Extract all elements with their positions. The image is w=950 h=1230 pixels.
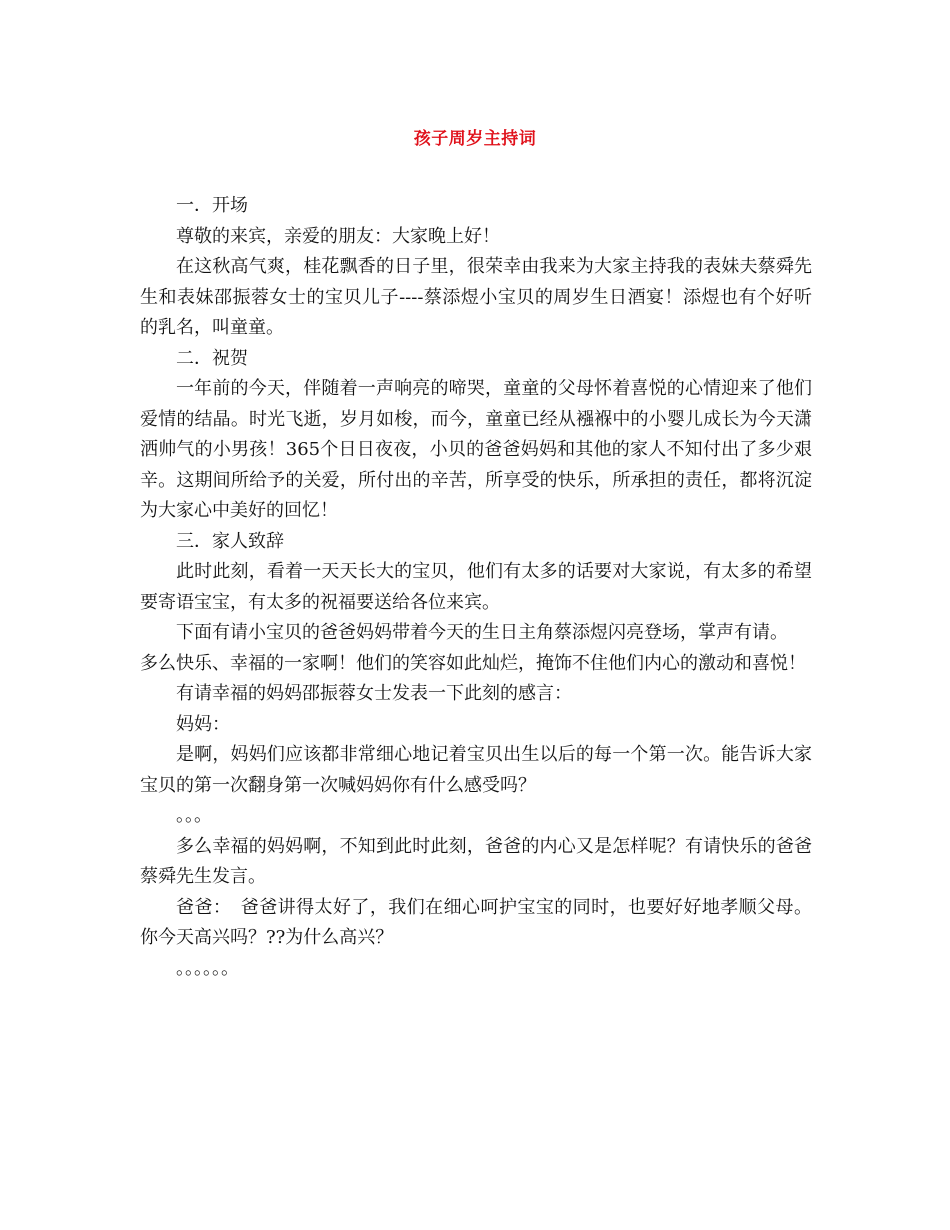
congratulations-paragraph: 一年前的今天，伴随着一声响亮的啼哭，童童的父母怀着喜悦的心情迎来了他们爱情的结晶。时光飞逝，岁月如梭，而今，童童已经从襁褓中的小婴儿成长为今天潇洒帅气的小男孩！365个日日夜夜，小贝的爸爸妈妈和其他的家人不知付出了多少艰辛。这期间所给予的关爱，所付出的辛苦，所享受的快乐，所承担的责任，都将沉淀为大家心中美好的回忆！: [140, 378, 812, 521]
opening-paragraph: 在这秋高气爽，桂花飘香的日子里，很荣幸由我来为大家主持我的表妹夫蔡舜先生和表妹邵振蓉女士的宝贝儿子----蔡添煜小宝贝的周岁生日酒宴！添煜也有个好听的乳名，叫童童。: [140, 256, 812, 338]
section-heading-opening: 一．开场: [176, 195, 248, 216]
mother-question-paragraph: 是啊，妈妈们应该都非常细心地记着宝贝出生以后的每一个第一次。能告诉大家宝贝的第一次翻身第一次喊妈妈你有什么感受吗？: [140, 744, 812, 796]
invitation-paragraph: 下面有请小宝贝的爸爸妈妈带着今天的生日主角蔡添煜闪亮登场，掌声有请。: [176, 622, 788, 643]
happy-family-paragraph: 多么快乐、幸福的一家啊！他们的笑容如此灿烂，掩饰不住他们内心的激动和喜悦！: [140, 652, 806, 674]
mother-invitation-paragraph: 有请幸福的妈妈邵振蓉女士发表一下此刻的感言：: [176, 683, 572, 704]
father-invitation-paragraph: 多么幸福的妈妈啊，不知到此时此刻，爸爸的内心又是怎样呢？有请快乐的爸爸蔡舜先生发言。: [140, 835, 812, 887]
document-title: 孩子周岁主持词: [413, 129, 537, 149]
father-speech-paragraph: 爸爸： 爸爸讲得太好了，我们在细心呵护宝宝的同时，也要好好地孝顺父母。你今天高兴吗？??为什么高兴？: [140, 896, 812, 948]
greeting-paragraph: 尊敬的来宾，亲爱的朋友：大家晚上好！: [176, 225, 500, 247]
family-speech-paragraph: 此时此刻，看着一天天长大的宝贝，他们有太多的话要对大家说，有太多的希望要寄语宝宝，有太多的祝福要送给各位来宾。: [140, 561, 812, 613]
mother-label: 妈妈：: [176, 713, 230, 735]
ellipsis-short: 。。。: [176, 805, 212, 826]
ellipsis-long: 。。。。。。: [176, 957, 239, 979]
document-body: [140, 191, 812, 984]
section-heading-congratulations: 二．祝贺: [176, 347, 248, 369]
section-heading-family-speech: 三．家人致辞: [176, 530, 284, 552]
